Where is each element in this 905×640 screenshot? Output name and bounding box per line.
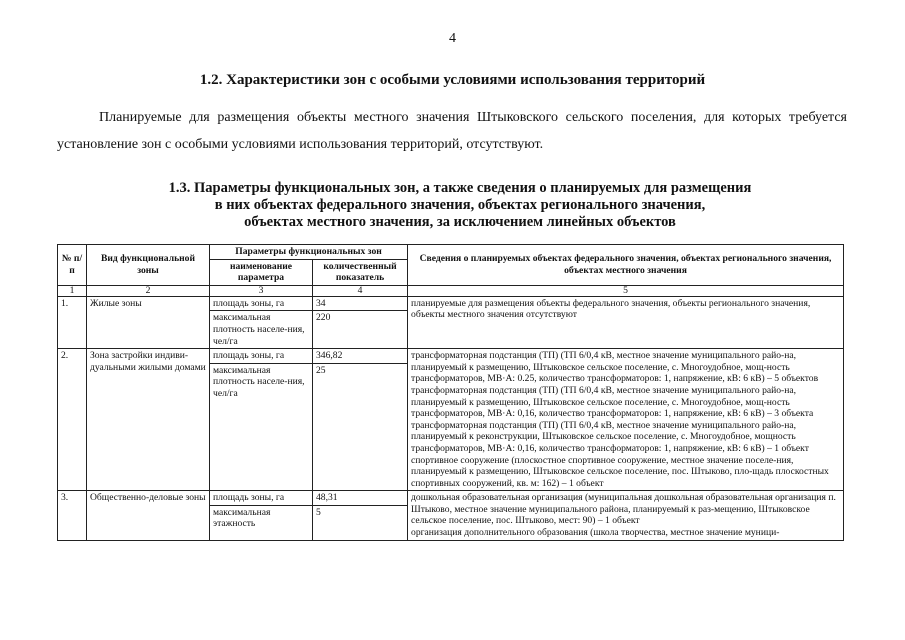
zone-type: Жилые зоны <box>87 296 210 348</box>
object-entry: дошкольная образовательная организация (муниципальная дошкольная образовательная организация п. Штыково, местное значение муниципального района, планируемый к раз-мещению, Штыковское сельское поселение, пос. Штыково, мест: 90) – 1 объект <box>411 492 836 527</box>
section-1-2-title: 1.2. Характеристики зон с особыми условиями использования территорий <box>199 72 706 88</box>
table-row <box>58 349 844 491</box>
object-entry: планируемые для размещения объекты федерального значения, объекты регионального значения, объекты местного значения отсутствуют <box>411 297 811 321</box>
header-zone-type: Вид функциональной зоны <box>87 245 210 286</box>
row-number: 2. <box>58 349 87 491</box>
param-names <box>210 296 313 348</box>
param-name: площадь зоны, га <box>213 350 285 362</box>
param-value: 220 <box>313 310 407 325</box>
column-numbers-row <box>58 285 844 296</box>
object-entry: организация дополнительного образования (школа творчества, местное значение муници- <box>411 527 780 539</box>
column-number: 5 <box>408 285 844 296</box>
param-name: максимальная этажность <box>210 505 312 531</box>
param-values <box>313 491 408 540</box>
row-number: 3. <box>58 491 87 540</box>
header-param-value: количественный показатель <box>313 259 408 285</box>
header-num: № п/п <box>58 245 87 286</box>
param-name: площадь зоны, га <box>213 297 285 309</box>
zone-type: Общественно-деловые зоны <box>87 491 210 540</box>
param-names <box>210 491 313 540</box>
table-row <box>58 491 844 540</box>
section-1-3-title-line-3: объектах местного значения, за исключением линейных объектов <box>244 214 676 230</box>
zones-parameters-table <box>57 244 844 541</box>
objects-info <box>408 349 844 491</box>
column-number: 1 <box>58 285 87 296</box>
objects-info <box>408 491 844 540</box>
param-values <box>313 296 408 348</box>
object-entry: спортивное сооружение (плоскостное спортивное сооружение, местное значение поселе-ния, планируемый к размещению, Штыковское сельское поселение, пос. Штыково, пло-щадь плоскостных спортивных сооружений, кв. м: 162) – 1 объект <box>411 454 829 489</box>
section-1-3-title-line-1: 1.3. Параметры функциональных зон, а также сведения о планируемых для размещения <box>168 180 752 196</box>
object-entry: трансформаторная подстанция (ТП) (ТП 6/0,4 кВ, местное значение муниципального райо-на, планируемый к размещению, Штыковское сельское поселение, с. Многоудобное, мощ-ность трансформаторов, МВ·А: 0,16, количество трансформаторов: 1, напряжение, кВ: 6 кВ) – 3 объекта <box>411 384 814 420</box>
param-value: 346,82 <box>316 350 343 362</box>
object-entry: трансформаторная подстанция (ТП) (ТП 6/0,4 кВ, местное значение муниципального райо-на, планируемый к реконструкции, Штыковское сельское поселение, с. Многоудобное, мощность трансформаторов, МВ·А: 0,16, количество трансформаторов: 1, напряжение, кВ: 6 кВ) – 1 объект <box>411 419 809 454</box>
column-number: 4 <box>313 285 408 296</box>
param-values <box>313 349 408 491</box>
objects-info <box>408 296 844 348</box>
param-name: максимальная плотность населе-ния, чел/га <box>210 310 312 348</box>
row-number: 1. <box>58 296 87 348</box>
param-name: площадь зоны, га <box>213 492 285 504</box>
column-number: 2 <box>87 285 210 296</box>
table-row <box>58 296 844 348</box>
param-value: 34 <box>316 297 326 309</box>
param-names <box>210 349 313 491</box>
section-1-3-title-line-2: в них объектах федерального значения, объектах регионального значения, <box>214 197 706 213</box>
param-value: 25 <box>313 363 407 378</box>
zone-type: Зона застройки индиви-дуальными жилыми домами <box>87 349 210 491</box>
section-1-3-title <box>100 180 820 231</box>
param-value: 5 <box>313 505 407 520</box>
object-entry: трансформаторная подстанция (ТП) (ТП 6/0,4 кВ, местное значение муниципального райо-на, планируемый к размещению, Штыковское сельское поселение, с. Многоудобное, мощ-ность трансформаторов, МВ·А: 0.25, количество трансформаторов: 1, напряжение, кВ: 6 кВ) – 5 объектов <box>411 350 819 385</box>
page-number: 4 <box>449 31 456 46</box>
param-name: максимальная плотность населе-ния, чел/га <box>210 363 312 401</box>
section-1-2-paragraph: Планируемые для размещения объекты местного значения Штыковского сельского поселения, для которых требуется установление зон с особыми условиями использования территорий, отсутствуют. <box>57 110 847 152</box>
header-params-group: Параметры функциональных зон <box>210 245 408 260</box>
header-objects-info: Сведения о планируемых объектах федерального значения, объектах регионального значения, объектах местного значения <box>408 245 844 286</box>
header-param-name: наименование параметра <box>210 259 313 285</box>
column-number: 3 <box>210 285 313 296</box>
param-value: 48,31 <box>316 492 338 504</box>
